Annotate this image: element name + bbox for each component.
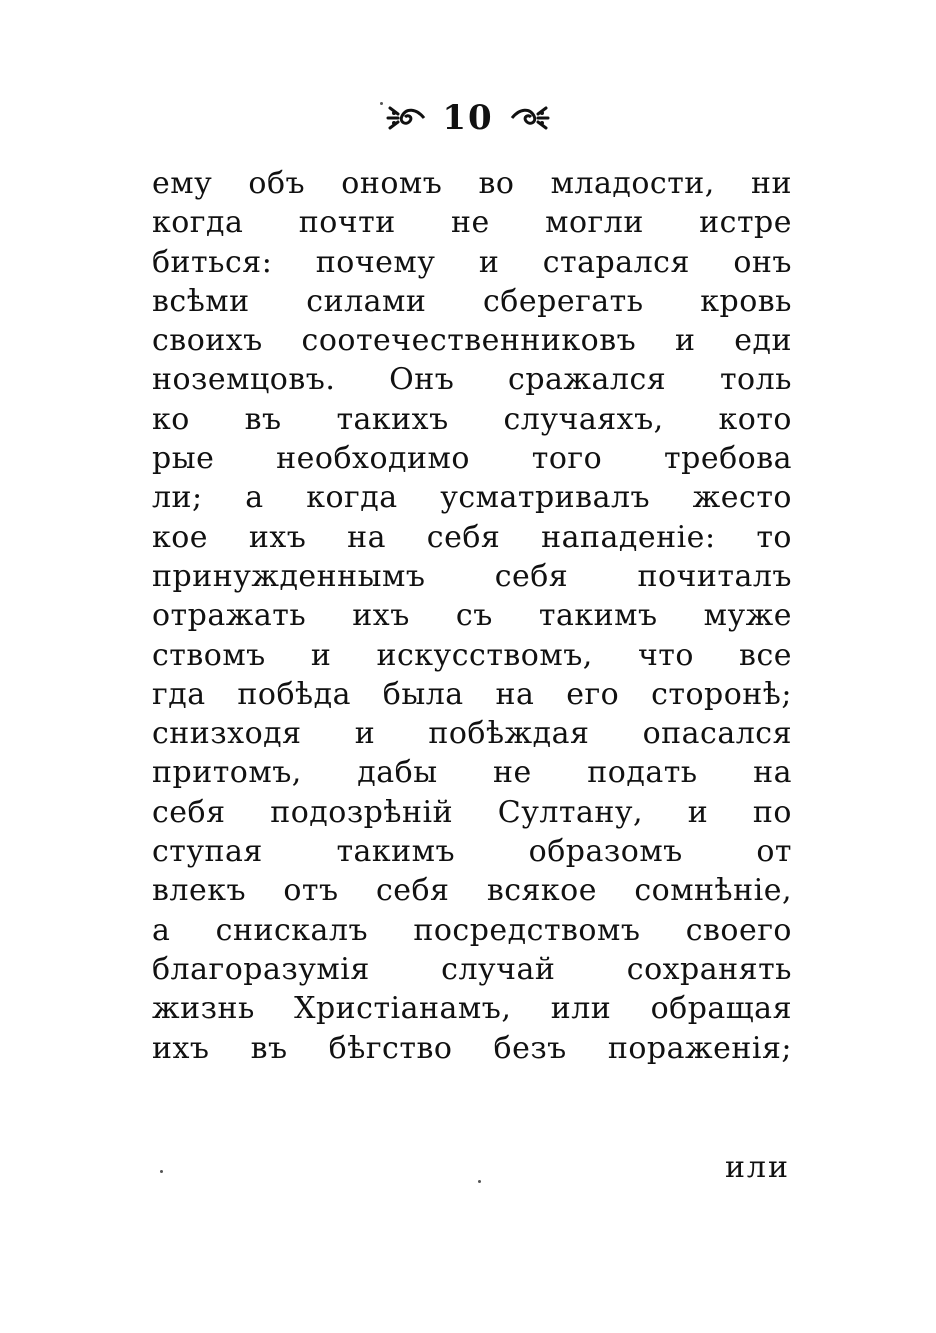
body-text: [152, 164, 792, 1068]
fleuron-left-icon: [384, 104, 428, 132]
text-line: кое ихъ на себя нападеніе: то: [152, 519, 792, 555]
text-line: рые необходимо того требова: [152, 441, 792, 477]
text-line: когда почти не могли истре: [152, 205, 792, 241]
text-line: влекъ отъ себя всякое сомнѣніе,: [152, 873, 792, 909]
ink-speck: [160, 1170, 163, 1173]
text-line: всѣми силами сберегать кровь: [152, 283, 792, 319]
text-line: отражать ихъ съ такимъ муже: [152, 598, 792, 634]
text-line: биться: почему и старался онъ: [152, 244, 792, 280]
text-line: жизнь Христіанамъ, или обращая: [152, 991, 792, 1027]
text-line: принужденнымъ себя почиталъ: [152, 558, 792, 594]
text-line: благоразумія случай сохранять: [152, 951, 792, 987]
text-line: ихъ въ бѣгство безъ пораженія;: [152, 1030, 792, 1066]
text-line: а снискалъ посредствомъ своего: [152, 912, 792, 948]
text-line: гда побѣда была на его сторонѣ;: [152, 676, 792, 712]
page-number: 10: [442, 98, 494, 138]
text-line: ему объ ономъ во младости, ни: [152, 166, 792, 201]
text-line: ли; а когда усматривалъ жесто: [152, 480, 792, 516]
ink-speck: [380, 102, 383, 105]
text-line: ствомъ и искусствомъ, что все: [152, 637, 792, 673]
catchword: или: [724, 1150, 790, 1185]
ink-speck: [478, 1180, 481, 1183]
text-line: ступая такимъ образомъ от: [152, 834, 792, 870]
text-line: ко въ такихъ случаяхъ, кото: [152, 401, 792, 437]
fleuron-right-icon: [508, 104, 552, 132]
text-line: притомъ, дабы не подать на: [152, 755, 792, 791]
text-line: себя подозрѣній Султану, и по: [152, 794, 792, 830]
text-line: ноземцовъ. Онъ сражался толь: [152, 362, 792, 398]
text-line: снизходя и побѣждая опасался: [152, 716, 792, 752]
text-line: своихъ соотечественниковъ и еди: [152, 323, 792, 359]
page-header: [0, 94, 936, 142]
